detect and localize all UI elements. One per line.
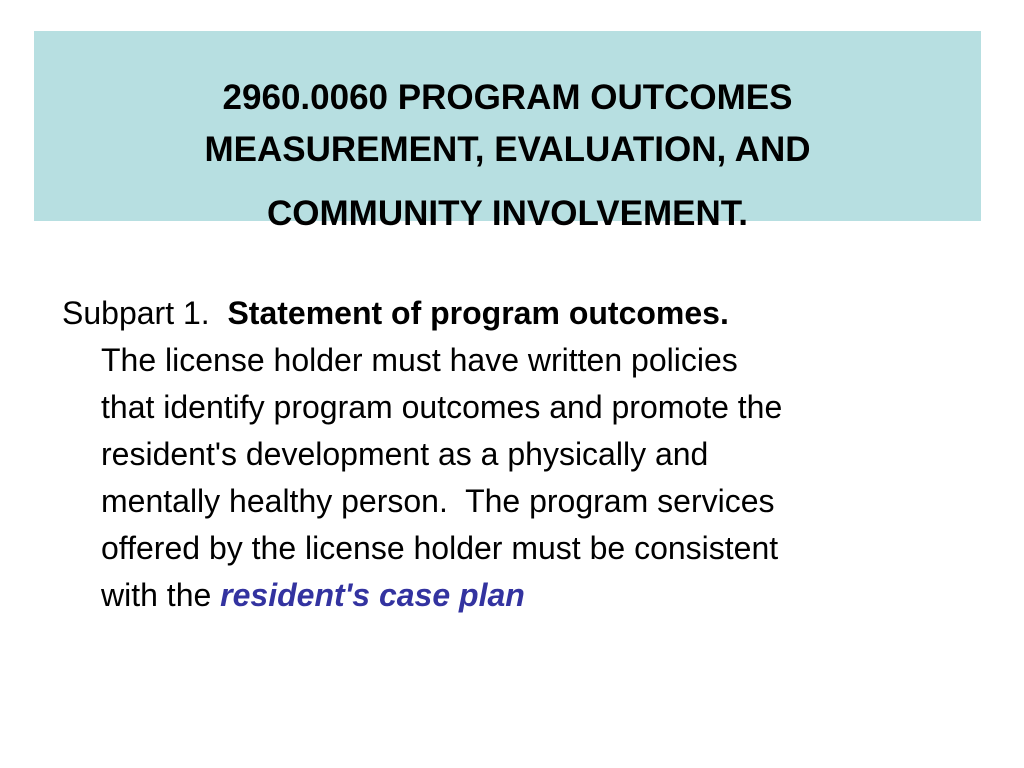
case-plan-link[interactable]: resident's case plan xyxy=(220,577,525,613)
body-text-line-2: that identify program outcomes and promote the xyxy=(101,389,783,425)
title-box xyxy=(34,31,981,233)
body-text-line-6 xyxy=(62,572,982,619)
subpart-heading-line xyxy=(62,290,982,337)
label-spacer xyxy=(210,295,228,331)
last-line-prefix: with the xyxy=(101,577,221,613)
body-text-line-4: mentally healthy person. The program services xyxy=(101,483,775,519)
body-text-line-1: The license holder must have written policies xyxy=(101,342,738,378)
subpart-body xyxy=(62,290,982,619)
title-line-2: MEASUREMENT, EVALUATION, AND xyxy=(204,130,811,169)
title-line-3: COMMUNITY INVOLVEMENT. xyxy=(267,194,748,233)
subpart-heading: Statement of program outcomes. xyxy=(227,295,729,331)
title-line-1: 2960.0060 PROGRAM OUTCOMES xyxy=(222,78,793,117)
body-text-line-3: resident's development as a physically and xyxy=(101,436,709,472)
subpart-label: Subpart 1. xyxy=(62,295,210,331)
body-text-line-5: offered by the license holder must be consistent xyxy=(101,530,779,566)
